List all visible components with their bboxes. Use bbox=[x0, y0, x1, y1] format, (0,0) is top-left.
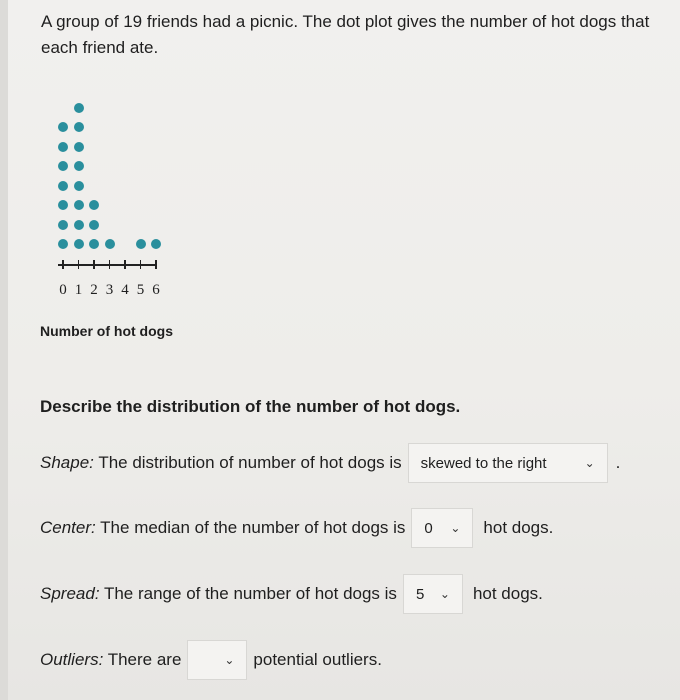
shape-dropdown-value: skewed to the right bbox=[420, 454, 547, 472]
data-dot bbox=[74, 142, 84, 152]
center-row bbox=[40, 508, 553, 548]
data-dot bbox=[74, 103, 84, 113]
outliers-prompt: Outliers: There are bbox=[40, 650, 182, 669]
x-tick-label: 1 bbox=[74, 282, 83, 298]
chevron-down-icon: ⌄ bbox=[224, 653, 235, 667]
center-dropdown[interactable] bbox=[411, 508, 473, 548]
data-dot bbox=[74, 239, 84, 249]
x-axis-tick bbox=[140, 260, 142, 269]
question-heading: Describe the distribution of the number of hot dogs. bbox=[40, 397, 461, 416]
shape-suffix: . bbox=[615, 453, 621, 472]
center-dropdown-value: 0 bbox=[424, 519, 433, 537]
spread-dropdown[interactable] bbox=[403, 574, 463, 614]
center-prompt: Center: The median of the number of hot dogs is bbox=[40, 518, 406, 537]
x-axis-tick bbox=[78, 260, 80, 269]
shape-row bbox=[40, 443, 620, 483]
chevron-down-icon: ⌄ bbox=[450, 521, 461, 535]
center-label: Center: bbox=[40, 518, 96, 537]
data-dot bbox=[89, 200, 99, 210]
data-dot bbox=[58, 122, 68, 132]
spread-label: Spread: bbox=[40, 584, 100, 603]
outliers-suffix: potential outliers. bbox=[253, 650, 382, 669]
data-dot bbox=[151, 239, 161, 249]
spread-dropdown-value: 5 bbox=[415, 585, 425, 603]
data-dot bbox=[58, 200, 68, 210]
data-dot bbox=[74, 220, 84, 230]
data-dot bbox=[58, 181, 68, 191]
chevron-down-icon: ⌄ bbox=[584, 456, 595, 470]
data-dot bbox=[105, 239, 115, 249]
data-dot bbox=[74, 122, 84, 132]
data-dot bbox=[89, 220, 99, 230]
problem-card bbox=[8, 0, 680, 700]
shape-prompt: Shape: The distribution of number of hot dogs is bbox=[40, 453, 402, 472]
outliers-dropdown[interactable] bbox=[187, 640, 247, 680]
spread-prompt: Spread: The range of the number of hot dogs is bbox=[40, 584, 397, 603]
problem-statement: A group of 19 friends had a picnic. The dot plot gives the number of hot dogs that each friend ate. bbox=[41, 12, 650, 57]
center-suffix: hot dogs. bbox=[483, 518, 554, 537]
data-dot bbox=[58, 239, 68, 249]
x-tick-label: 2 bbox=[90, 282, 98, 298]
shape-dropdown[interactable] bbox=[408, 443, 608, 483]
data-dot bbox=[74, 200, 84, 210]
shape-label: Shape: bbox=[40, 453, 94, 472]
x-axis-tick bbox=[62, 260, 64, 269]
x-axis-title: Number of hot dogs bbox=[40, 323, 173, 339]
data-dot bbox=[58, 142, 68, 152]
x-axis-tick bbox=[109, 260, 111, 269]
data-dot bbox=[74, 161, 84, 171]
data-dot bbox=[58, 220, 68, 230]
x-axis-tick bbox=[124, 260, 126, 269]
data-dot bbox=[74, 181, 84, 191]
x-tick-label: 6 bbox=[152, 282, 160, 298]
x-axis-tick bbox=[93, 260, 95, 269]
spread-row bbox=[40, 574, 543, 614]
x-axis-line bbox=[58, 264, 156, 266]
x-tick-label: 3 bbox=[105, 282, 114, 298]
x-tick-label: 5 bbox=[136, 282, 145, 298]
dot-plot bbox=[44, 96, 184, 306]
outliers-label: Outliers: bbox=[40, 650, 104, 669]
x-axis-tick bbox=[155, 260, 157, 269]
data-dot bbox=[136, 239, 146, 249]
chevron-down-icon: ⌄ bbox=[439, 587, 450, 601]
x-tick-label: 4 bbox=[121, 282, 129, 298]
data-dot bbox=[58, 161, 68, 171]
x-tick-label: 0 bbox=[59, 282, 67, 298]
spread-suffix: hot dogs. bbox=[472, 584, 543, 603]
data-dot bbox=[89, 239, 99, 249]
outliers-row bbox=[40, 640, 382, 680]
